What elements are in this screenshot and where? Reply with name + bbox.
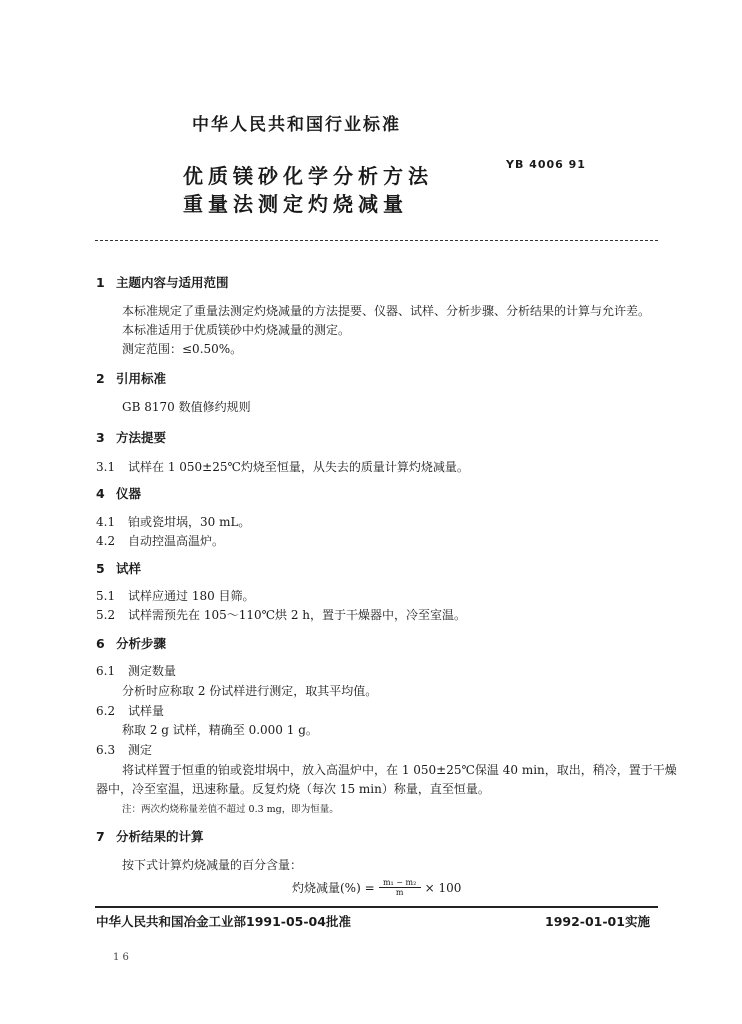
section-title: 分析结果的计算 (116, 829, 204, 844)
clause-6-3-text-1: 将试样置于恒重的铂或瓷坩埚中，放入高温炉中，在 1 050±25℃保温 40 min，取出，稍冷，置于干燥 (122, 763, 677, 777)
section-1-paragraph-1: 本标准规定了重量法测定灼烧减量的方法提要、仪器、试样、分析步骤、分析结果的计算与允许差。 (122, 304, 651, 318)
section-3-heading (96, 428, 166, 446)
clause-text: 试样需预先在 105～110℃烘 2 h，置于干燥器中，冷至室温。 (128, 608, 467, 622)
section-1-heading (96, 273, 229, 291)
section-2-heading (96, 369, 166, 387)
clause-6-3-text-2: 器中，冷至室温，迅速称量。反复灼烧（每次 15 min）称量，直至恒量。 (96, 782, 490, 796)
clause-text: 试样在 1 050±25℃灼烧至恒量，从失去的质量计算灼烧减量。 (128, 460, 469, 474)
clause-4-2 (96, 532, 224, 549)
formula-lhs: 灼烧减量(%) = (292, 881, 375, 895)
clause-text: 自动控温高温炉。 (128, 534, 225, 548)
footer-divider (95, 906, 658, 908)
clause-3-1 (96, 458, 469, 475)
clause-number: 5.2 (96, 608, 116, 622)
section-7-heading (96, 827, 204, 845)
clause-4-1 (96, 513, 250, 530)
section-number: 5 (96, 561, 105, 576)
approval-statement: 中华人民共和国冶金工业部1991-05-04批准 (96, 914, 351, 929)
clause-6-1 (96, 662, 176, 679)
clause-6-2 (96, 702, 164, 719)
clause-5-2 (96, 606, 466, 623)
clause-number: 3.1 (96, 460, 116, 474)
section-1-paragraph-3: 测定范围：≤0.50%。 (122, 342, 243, 356)
section-title: 试样 (116, 561, 142, 576)
clause-number: 5.1 (96, 589, 116, 603)
section-number: 2 (96, 371, 105, 386)
section-number: 1 (96, 275, 105, 290)
section-2-paragraph-1: GB 8170 数值修约规则 (122, 400, 251, 414)
implementation-date: 1992-01-01实施 (545, 914, 650, 929)
formula-fraction (379, 878, 421, 897)
clause-text: 试样应通过 180 目筛。 (128, 589, 255, 603)
clause-title: 试样量 (128, 704, 165, 718)
section-title: 主题内容与适用范围 (116, 275, 229, 290)
section-5-heading (96, 559, 141, 577)
section-number: 7 (96, 829, 105, 844)
clause-number: 6.2 (96, 704, 116, 718)
section-title: 分析步骤 (116, 636, 167, 651)
section-title: 方法提要 (116, 430, 167, 445)
clause-5-1 (96, 587, 255, 604)
section-1-paragraph-2: 本标准适用于优质镁砂中灼烧减量的测定。 (122, 323, 351, 337)
clause-title: 测定数量 (128, 664, 177, 678)
clause-number: 6.1 (96, 664, 116, 678)
page-mark: 1 6 (113, 952, 129, 963)
section-4-heading (96, 484, 141, 502)
document-title-line2: 重量法测定灼烧减量 (183, 192, 408, 216)
clause-6-1-text: 分析时应称取 2 份试样进行测定，取其平均值。 (122, 684, 378, 698)
loss-on-ignition-formula (292, 878, 461, 897)
org-title: 中华人民共和国行业标准 (192, 115, 401, 135)
section-number: 6 (96, 636, 105, 651)
formula-rhs: × 100 (424, 880, 462, 895)
section-title: 仪器 (116, 486, 142, 501)
formula-numerator: m₁ − m₂ (382, 878, 417, 887)
section-6-heading (96, 634, 166, 652)
clause-title: 测定 (128, 743, 153, 757)
section-number: 3 (96, 430, 105, 445)
section-7-paragraph-1: 按下式计算灼烧减量的百分含量： (122, 858, 303, 872)
clause-6-2-text: 称取 2 g 试样，精确至 0.000 1 g。 (122, 723, 318, 737)
clause-number: 4.1 (96, 515, 116, 529)
document-title-line1: 优质镁砂化学分析方法 (183, 164, 433, 188)
formula-denominator: m (395, 888, 404, 897)
clause-6-3-note: 注：两次灼烧称量差值不超过 0.3 mg，即为恒量。 (122, 804, 339, 815)
section-number: 4 (96, 486, 105, 501)
clause-6-3 (96, 741, 152, 758)
section-title: 引用标准 (116, 371, 167, 386)
standard-code: YB 4006 91 (506, 158, 586, 171)
clause-number: 4.2 (96, 534, 116, 548)
clause-number: 6.3 (96, 743, 116, 757)
clause-text: 铂或瓷坩埚，30 mL。 (128, 515, 251, 529)
header-divider (95, 240, 658, 241)
